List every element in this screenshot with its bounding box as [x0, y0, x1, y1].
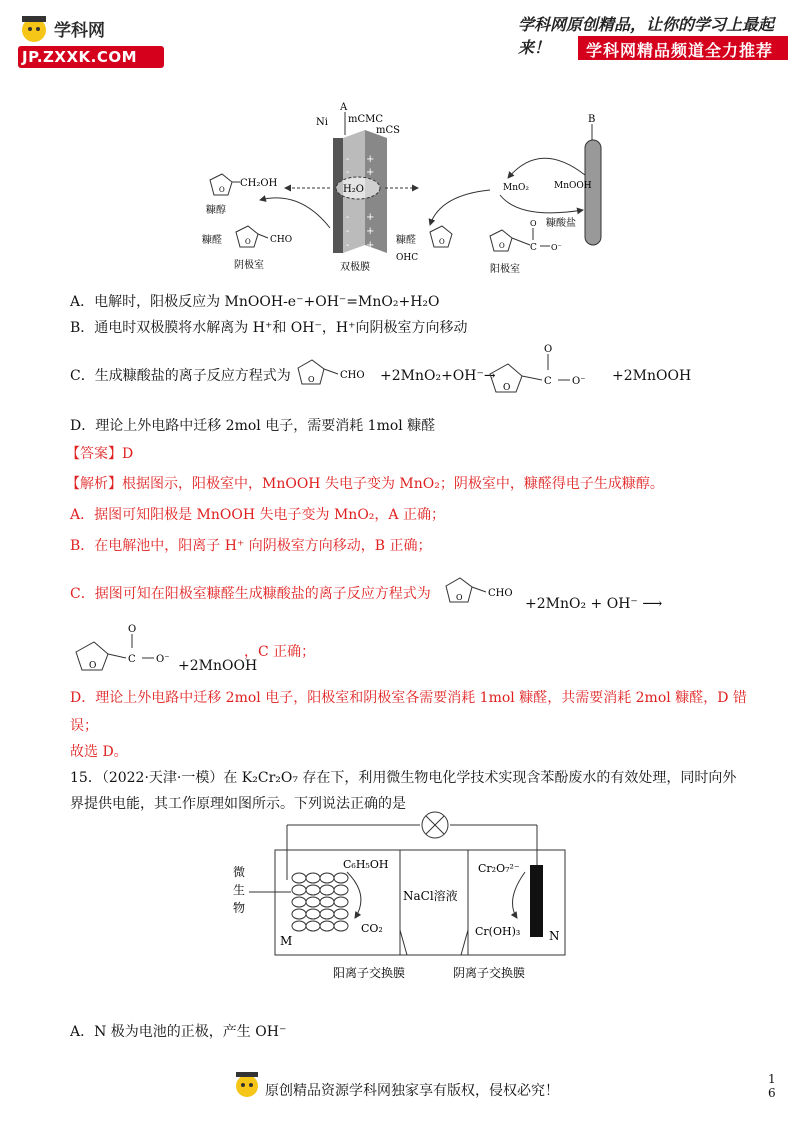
q14-option-a: A．电解时，阳极反应为 MnOOH-e⁻+OH⁻=MnO₂+H₂O	[70, 294, 440, 310]
q14-answer: 【答案】D	[66, 446, 134, 462]
q14-explanation-c-mid: +2MnO₂ + OH⁻ ⟶	[525, 596, 663, 612]
svg-text:C₆H₅OH: C₆H₅OH	[343, 858, 389, 871]
svg-text:O: O	[499, 242, 505, 250]
label-furfuryl: 糠醇	[206, 205, 226, 216]
svg-text:CHO: CHO	[488, 588, 513, 599]
svg-text:O: O	[503, 383, 511, 393]
electrode-B	[585, 140, 601, 245]
q14-explanation-c-end: +2MnOOH	[178, 658, 258, 674]
q14-conclusion: 故选 D。	[70, 744, 128, 760]
q15-stem-cont: 界提供电能，其工作原理如图所示。下列说法正确的是	[70, 796, 406, 812]
q14-option-c: C．生成糠酸盐的离子反应方程式为	[70, 368, 291, 384]
label-cation-membrane: 阳离子交换膜	[333, 966, 406, 980]
svg-text:M: M	[280, 934, 293, 948]
svg-text:糠醛: 糠醛	[202, 235, 222, 246]
q14-explanation-d-cont: 误；	[70, 718, 98, 734]
header-slogan: 学科网原创精品，让你的学习上最起来！	[518, 15, 775, 57]
q14-explanation-b: B．在电解池中，阳离子 H⁺ 向阴极室方向移动，B 正确；	[70, 538, 432, 554]
svg-text:-: -	[346, 167, 350, 178]
q14-explanation-c: C．据图可知在阳极室糠醛生成糠酸盐的离子反应方程式为	[70, 586, 431, 602]
label-furoate: 糠酸盐	[546, 218, 576, 229]
label-bipolar-membrane: 双极膜	[340, 262, 370, 273]
svg-text:糠醛: 糠醛	[396, 235, 416, 246]
q14-option-c-mid: +2MnO₂+OH⁻→	[380, 368, 496, 384]
svg-text:+: +	[366, 240, 375, 251]
svg-text:O: O	[245, 238, 251, 246]
header-logo	[10, 10, 160, 66]
q15-option-a: A．N 极为电池的正极，产生 OH⁻	[70, 1024, 287, 1040]
q14-explanation-a: A．据图可知阳极是 MnOOH 失电子变为 MnO₂，A 正确；	[70, 507, 445, 523]
logo-name: 学科网	[54, 21, 105, 41]
label-A: A	[340, 102, 348, 113]
svg-text:O⁻: O⁻	[572, 376, 586, 387]
electrolysis-diagram	[190, 100, 630, 285]
svg-text:Cr₂O₇²⁻: Cr₂O₇²⁻	[478, 862, 520, 875]
svg-text:O⁻: O⁻	[156, 654, 170, 665]
label-Ni: Ni	[316, 117, 328, 128]
svg-text:O: O	[456, 593, 463, 602]
svg-text:C: C	[530, 243, 537, 253]
svg-text:O: O	[530, 219, 537, 228]
svg-text:MnOOH: MnOOH	[554, 181, 592, 191]
svg-text:O: O	[308, 375, 315, 384]
svg-text:Cr(OH)₃: Cr(OH)₃	[475, 925, 521, 938]
label-anode-room: 阳极室	[490, 264, 520, 275]
svg-text:-: -	[346, 226, 350, 237]
svg-text:CHO: CHO	[340, 370, 365, 381]
header-banner: 学科网精品频道全力推荐	[586, 41, 774, 60]
label-mCS: mCS	[376, 125, 400, 136]
svg-text:+: +	[366, 226, 375, 237]
electrode-Ni	[333, 138, 343, 253]
furfural-structure-2	[434, 568, 529, 610]
q14-explanation-d: D．理论上外电路中迁移 2mol 电子，阳极室和阴极室各需要消耗 1mol 糠醛，共需要消耗 2mol 糠醛，D 错	[70, 690, 747, 706]
svg-text:CO₂: CO₂	[361, 922, 383, 935]
mascot-icon	[16, 12, 52, 46]
furoate-structure	[478, 340, 608, 400]
label-nacl: NaCl溶液	[403, 889, 458, 903]
svg-text:微: 微	[233, 865, 246, 879]
svg-text:-: -	[346, 154, 350, 165]
furoate-structure-2	[66, 622, 186, 678]
svg-text:O: O	[439, 238, 445, 246]
q15-stem: 15．（2022·天津·一模）在 K₂Cr₂O₇ 存在下，利用微生物电化学技术实现含苯酚废水的有效处理，同时向外	[70, 770, 737, 786]
label-anion-membrane: 阴离子交换膜	[453, 966, 526, 980]
label-ch2oh: CH₂OH	[240, 178, 278, 189]
svg-text:O: O	[219, 186, 225, 194]
svg-text:+: +	[366, 212, 375, 223]
svg-text:+: +	[366, 154, 375, 165]
svg-text:O: O	[89, 661, 97, 671]
logo-url: JP.ZXXK.COM	[22, 48, 138, 66]
svg-text:+: +	[366, 167, 375, 178]
q14-option-b: B．通电时双极膜将水解离为 H⁺和 OH⁻，H⁺向阴极室方向移动	[70, 320, 468, 336]
page-number: 1 6	[768, 1072, 776, 1100]
svg-text:MnO₂: MnO₂	[503, 183, 529, 193]
q14-option-c-end: +2MnOOH	[612, 368, 692, 384]
svg-text:C: C	[544, 376, 552, 387]
footer-copyright: 原创精品资源学科网独家享有版权，侵权必究！	[265, 1083, 559, 1099]
svg-text:O: O	[128, 624, 137, 635]
svg-text:生: 生	[233, 883, 246, 897]
electrode-N	[530, 865, 543, 937]
label-cathode-room: 阴极室	[234, 260, 264, 271]
q14-option-d: D．理论上外电路中迁移 2mol 电子，需要消耗 1mol 糠醛	[70, 418, 436, 434]
svg-text:C: C	[128, 654, 136, 665]
svg-text:O: O	[544, 344, 553, 355]
q14-explanation: 【解析】根据图示，阳极室中，MnOOH 失电子变为 MnO₂；阴极室中，糠醛得电子生成糠醇。	[66, 476, 664, 492]
furfural-structure	[286, 350, 381, 392]
svg-text:CHO: CHO	[270, 235, 293, 245]
microbial-cell-diagram	[225, 810, 585, 985]
microbe-cluster	[292, 873, 348, 931]
label-h2o: H₂O	[343, 184, 364, 195]
svg-text:B: B	[588, 114, 596, 125]
svg-text:-: -	[346, 240, 350, 251]
svg-text:物: 物	[233, 901, 246, 915]
label-mCMC: mCMC	[348, 114, 384, 125]
svg-text:OHC: OHC	[396, 253, 419, 263]
svg-text:O⁻: O⁻	[551, 243, 562, 252]
svg-text:N: N	[549, 929, 560, 943]
q14-explanation-c-correct: ，C 正确；	[244, 644, 316, 660]
footer-mascot-icon	[232, 1068, 262, 1104]
svg-text:-: -	[346, 212, 350, 223]
